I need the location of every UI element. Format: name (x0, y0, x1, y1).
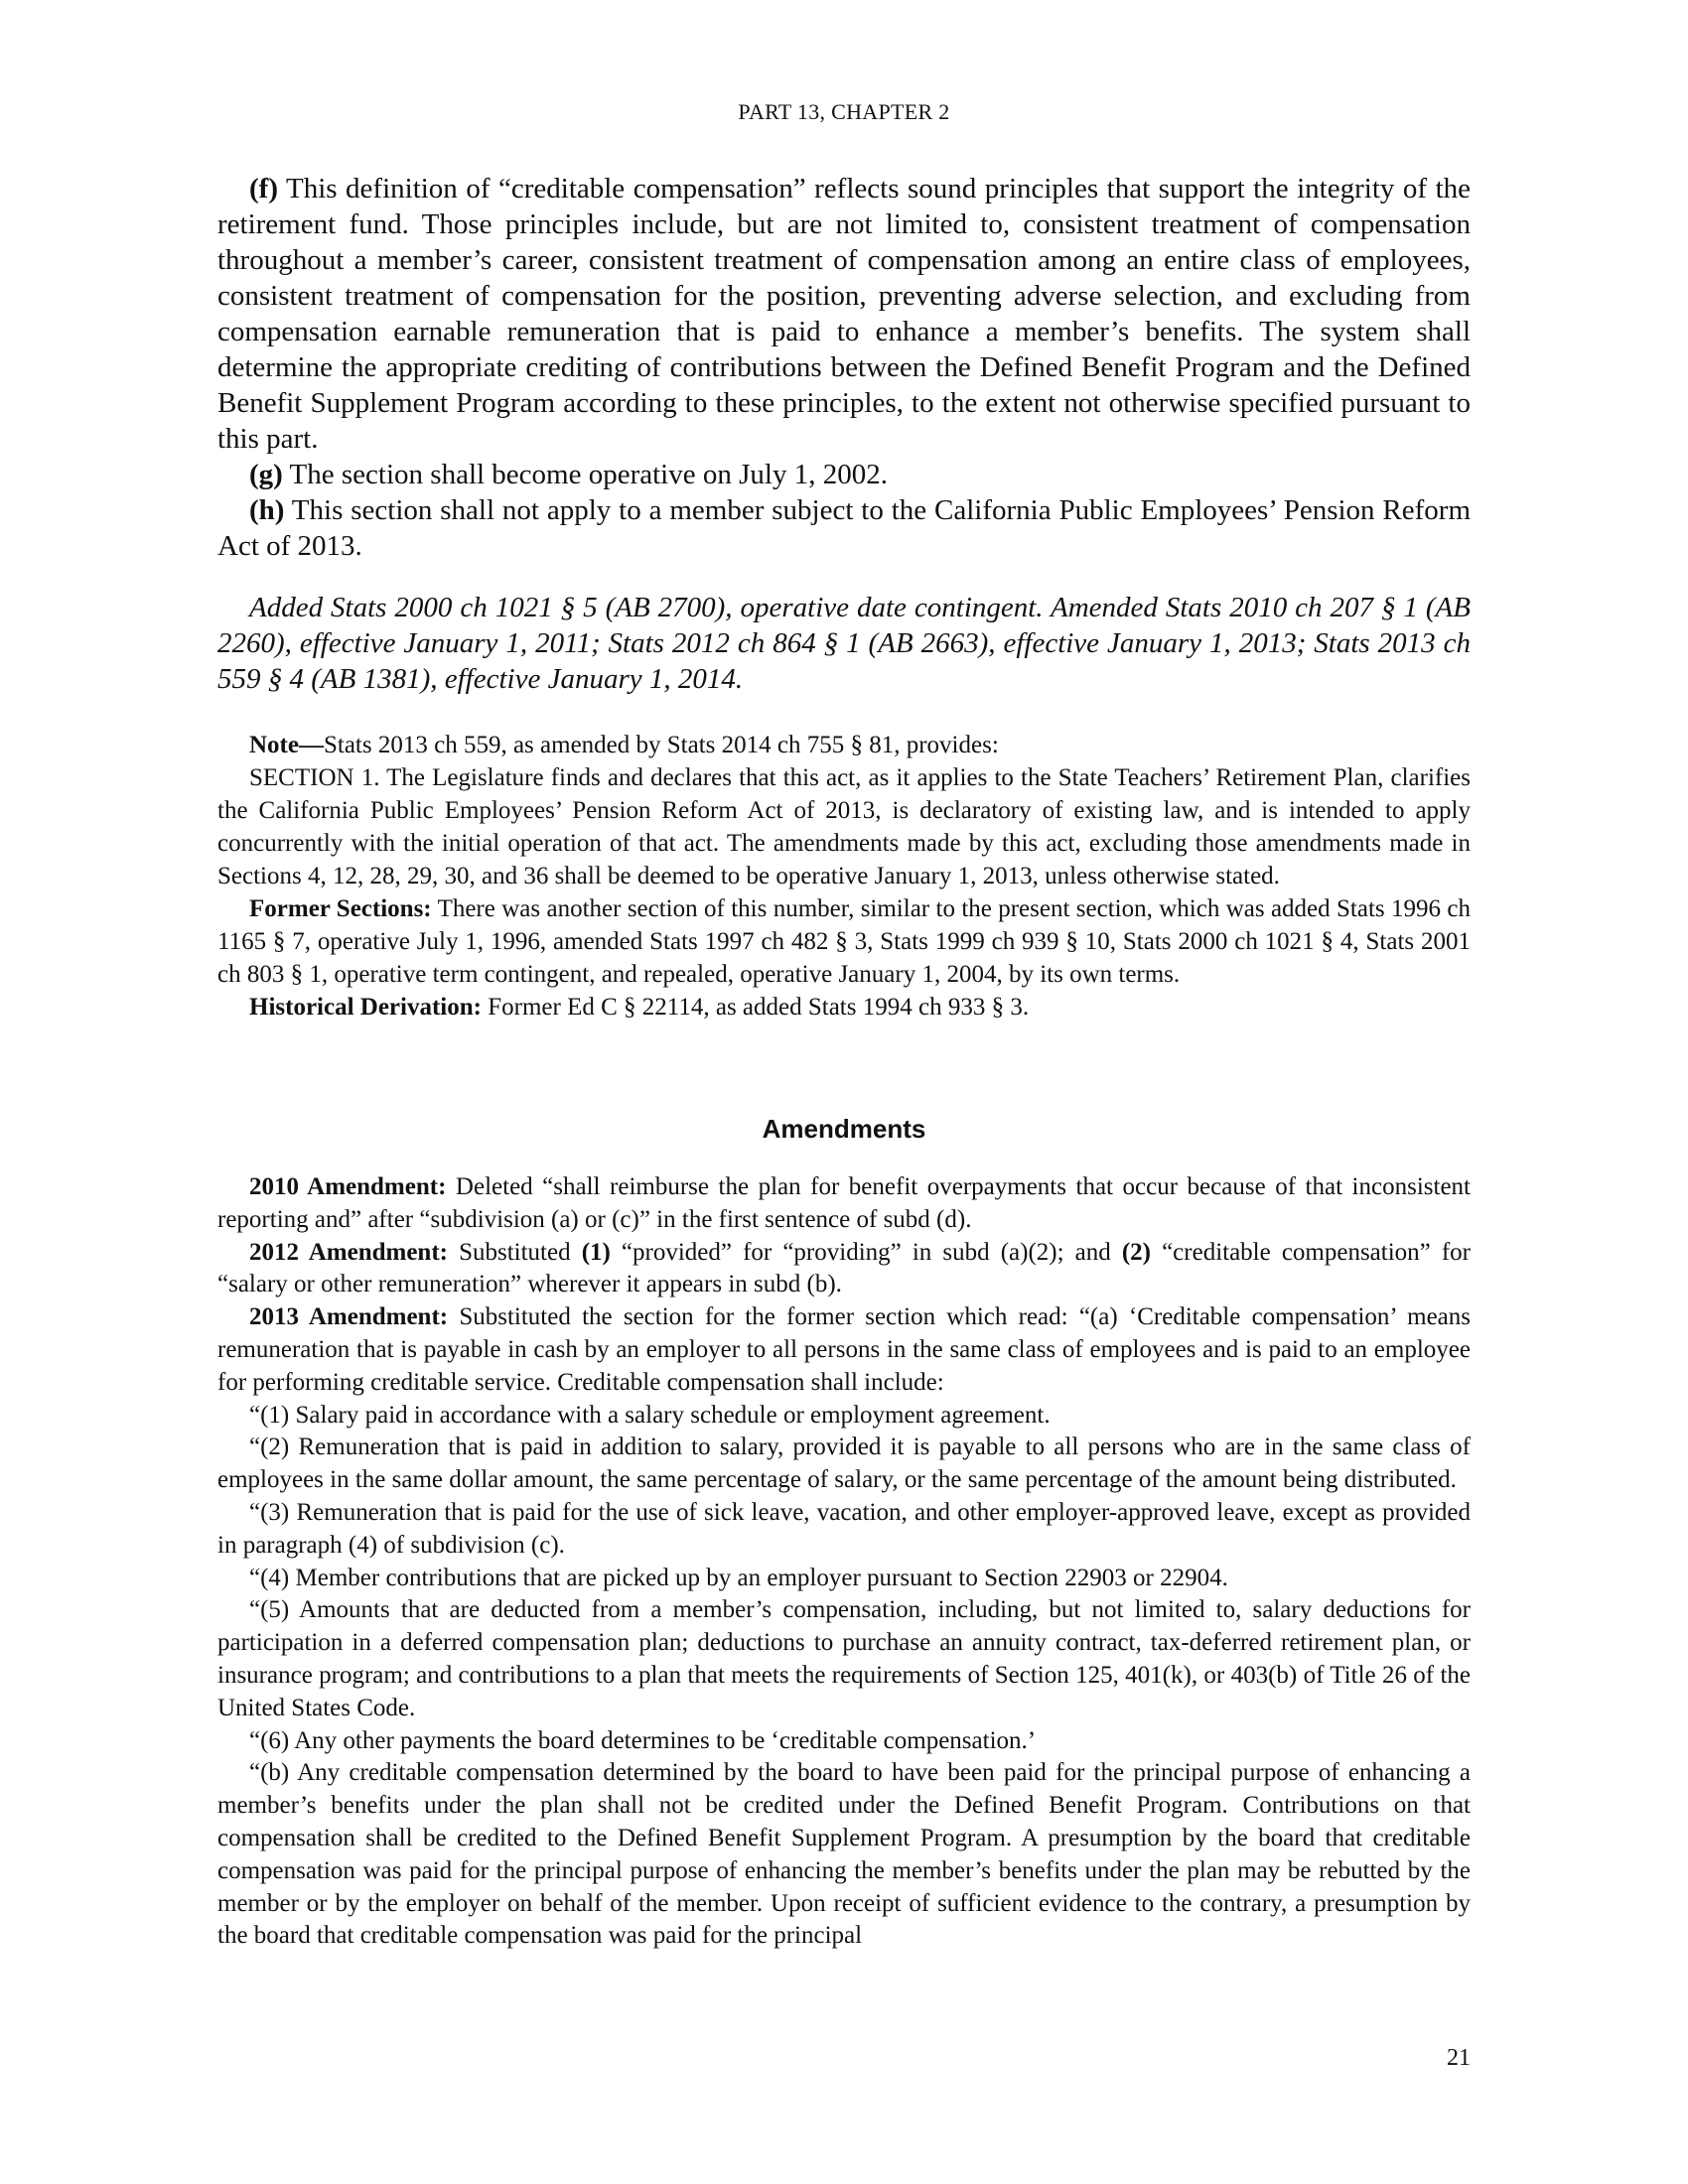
item-number: (1) (581, 1238, 611, 1266)
page-number: 21 (1447, 2045, 1471, 2071)
item-number: (2) (1121, 1238, 1151, 1266)
former-text-item-2: “(2) Remuneration that is paid in addition to salary, provided it is payable to all persons who are in the same class of employees in the same dollar amount, the same percentage of salary, or the same percentage of the amount being distributed. (217, 1433, 1471, 1494)
subdivision-h (217, 492, 1471, 564)
former-text-item-1: “(1) Salary paid in accordance with a salary schedule or employment agreement. (249, 1401, 1051, 1429)
history-text: Added Stats 2000 ch 1021 § 5 (AB 2700), operative date contingent. Amended Stats 2010 ch 207 § 1 (AB 2260), effective January 1, 2011; Stats 2012 ch 864 § 1 (AB 2663), effective January 1, 2013; Stats 2013 ch 559 § 4 (AB 1381), effective January 1, 2014. (217, 592, 1471, 695)
subdivision-label: (h) (249, 494, 285, 526)
note-paragraph (217, 729, 1471, 761)
subdivision-g (217, 457, 1471, 492)
former-text-item-4: “(4) Member contributions that are picked up by an employer pursuant to Section 22903 or 22904. (249, 1564, 1228, 1591)
amendment-2013 (217, 1301, 1471, 1399)
amendment-body: “provided” for “providing” in subd (a)(2); and (610, 1238, 1122, 1266)
former-text-subdivision-b: “(b) Any creditable compensation determined by the board to have been paid for the principal purpose of enhancing a member’s benefits under the plan shall not be credited under the Defined Benefit Program. Contributions on that compensation shall be credited to the Defined Benefit Supplement Program. A presumption by the board that creditable compensation was paid for the principal purpose of enhancing the member’s benefits under the plan may be rebutted by the member or by the employer on behalf of the member. Upon receipt of sufficient evidence to the contrary, a presumption by the board that creditable compensation was paid for the principal (217, 1759, 1471, 1950)
historical-derivation-label: Historical Derivation: (249, 994, 482, 1021)
amendment-2010 (217, 1171, 1471, 1237)
section-one-paragraph: SECTION 1. The Legislature finds and declares that this act, as it applies to the State Teachers’ Retirement Plan, clarifies the California Public Employees’ Pension Reform Act of 2013, is declaratory of existing law, and is intended to apply concurrently with the initial operation of that act. The amendments made by this act, excluding those amendments made in Sections 4, 12, 28, 29, 30, and 36 shall be deemed to be operative January 1, 2013, unless otherwise stated. (217, 764, 1471, 889)
former-sections-label: Former Sections: (249, 895, 432, 922)
amendment-body: “creditable compensation” for “salary or other remuneration” wherever it appears in subd (b). (217, 1238, 1472, 1298)
subdivision-label: (g) (249, 459, 283, 490)
note-label: Note— (249, 732, 324, 758)
note-body: Stats 2013 ch 559, as amended by Stats 2014 ch 755 § 81, provides: (323, 732, 999, 758)
legislative-history (217, 590, 1471, 697)
amendment-label: 2013 Amendment: (249, 1303, 449, 1331)
amendment-body: Deleted “shall reimburse the plan for benefit overpayments that occur because of that inconsistent reporting and” after “subdivision (a) or (c)” in the first sentence of subd (d). (217, 1173, 1471, 1233)
amendment-2012 (217, 1237, 1471, 1302)
historical-derivation-body: Former Ed C § 22114, as added Stats 1994 ch 933 § 3. (481, 994, 1030, 1021)
amendments-list (217, 1171, 1471, 1953)
statute-text (217, 171, 1471, 564)
subdivision-body: The section shall become operative on July 1, 2002. (282, 459, 888, 490)
amendments-heading: Amendments (762, 1114, 926, 1144)
former-sections-body: There was another section of this number, similar to the present section, which was added Stats 1996 ch 1165 § 7, operative July 1, 1996, amended Stats 1997 ch 482 § 3, Stats 1999 ch 939 § 10, Stats 2000 ch 1021 § 4, Stats 2001 ch 803 § 1, operative term contingent, and repealed, operative January 1, 2004, by its own terms. (217, 895, 1471, 988)
amendment-label: 2010 Amendment: (249, 1173, 447, 1200)
former-text-item-6: “(6) Any other payments the board determines to be ‘creditable compensation.’ (249, 1726, 1037, 1754)
amendment-body: Substituted (447, 1238, 582, 1266)
former-sections-paragraph (217, 892, 1471, 991)
subdivision-body: This section shall not apply to a member subject to the California Public Employees’ Pension Reform Act of 2013. (217, 494, 1471, 562)
subdivision-body: This definition of “creditable compensation” reflects sound principles that support the integrity of the retirement fund. Those principles include, but are not limited to, consistent treatment of compensation throughout a member’s career, consistent treatment of compensation among an entire class of employees, consistent treatment of compensation for the position, preventing adverse selection, and excluding from compensation earnable remuneration that is paid to enhance a member’s benefits. The system shall determine the appropriate crediting of contributions between the Defined Benefit Program and the Defined Benefit Supplement Program according to these principles, to the extent not otherwise specified pursuant to this part. (217, 173, 1471, 455)
amendment-label: 2012 Amendment: (249, 1238, 448, 1266)
annotation-notes (217, 729, 1471, 1024)
former-text-item-3: “(3) Remuneration that is paid for the use of sick leave, vacation, and other employer-approved leave, except as provided in paragraph (4) of subdivision (c). (217, 1498, 1471, 1559)
subdivision-label: (f) (249, 173, 278, 205)
running-head: PART 13, CHAPTER 2 (738, 99, 950, 124)
subdivision-f (217, 171, 1471, 457)
amendment-body: Substituted the section for the former section which read: “(a) ‘Creditable compensation’ means remuneration that is payable in cash by an employer to all persons in the same class of employees and is paid to an employee for performing creditable service. Creditable compensation shall include: (217, 1303, 1471, 1396)
former-text-item-5: “(5) Amounts that are deducted from a member’s compensation, including, but not limited to, salary deductions for participation in a deferred compensation plan; deductions to purchase an annuity contract, tax-deferred retirement plan, or insurance program; and contributions to a plan that meets the requirements of Section 125, 401(k), or 403(b) of Title 26 of the United States Code. (217, 1596, 1471, 1721)
historical-derivation-paragraph (217, 991, 1471, 1024)
